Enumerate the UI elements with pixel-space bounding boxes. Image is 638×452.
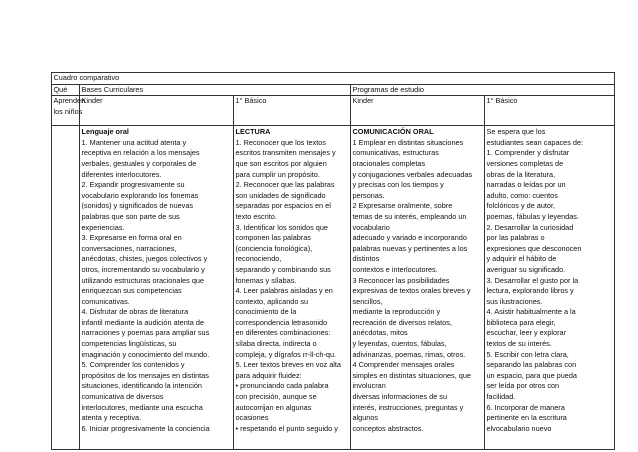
content-line: comunicativas.: [81, 296, 130, 306]
content-line: otros, incrementando su vocabulario y: [81, 264, 205, 274]
content-line: autocorrijan en algunas: [235, 402, 312, 412]
content-line: atenta y receptiva.: [81, 413, 142, 423]
content-line: involucran: [352, 381, 386, 391]
content-line: enriquezcan sus competencias: [81, 286, 182, 296]
content-line: 2 Expresarse oralmente, sobre: [352, 201, 453, 211]
content-line: personas.: [352, 190, 385, 200]
content-line: compleja, y dígrafos rr-ll-ch-qu.: [235, 349, 337, 359]
content-line: • pronunciando cada palabra: [235, 381, 329, 391]
content-line: versiones completas de: [486, 158, 564, 168]
comparison-table: [51, 72, 615, 450]
row-label-que: Qué: [52, 84, 80, 96]
content-line: vocabulario: [352, 222, 390, 232]
content-line: • respetando el punto seguido y: [235, 423, 338, 433]
content-line: con precisión, aunque se: [235, 392, 317, 402]
content-line: son unidades de significado: [235, 190, 326, 200]
content-line: anécdotas, chistes, juegos colectivos y: [81, 254, 208, 264]
content-line: competencias lingüísticas, su: [81, 339, 177, 349]
content-line: narradas o leídas por un: [486, 180, 566, 190]
content-line: simples en distintas situaciones, que: [352, 370, 471, 380]
content-line: pertinente en la escritura: [486, 413, 567, 423]
content-line: en diferentes combinaciones:: [235, 328, 331, 338]
content-cell-programas-kinder: [351, 126, 485, 450]
content-line: vocabulario explorando los fonemas: [81, 190, 199, 200]
content-line: utilizando estructuras oracionales que: [81, 275, 204, 285]
content-line: estudiantes sean capaces de:: [486, 137, 584, 147]
content-line: receptiva en relación a los mensajes: [81, 148, 200, 158]
content-line: recreación de diversos relatos,: [352, 317, 452, 327]
content-line: fonemas y sílabas.: [235, 275, 297, 285]
content-line: correspondencia letrasonido: [235, 317, 328, 327]
content-line: y conjugaciones verbales adecuadas: [352, 169, 473, 179]
content-line: situaciones, identificando la intención: [81, 381, 202, 391]
content-line: lectura, explorando libros y: [486, 286, 574, 296]
content-line: Se espera que los: [486, 127, 546, 137]
content-line: contextos e interlocutores.: [352, 264, 438, 274]
content-line: para cumplir un propósito.: [235, 169, 320, 179]
content-line: diferentes interlocutores.: [81, 169, 162, 179]
content-line: 3 Reconocer las posibilidades: [352, 275, 450, 285]
content-line: palabras que son parte de sus: [81, 211, 180, 221]
content-line: infantil mediante la audición atenta de: [81, 317, 205, 327]
content-line: averiguar su significado.: [486, 264, 566, 274]
content-line: 3. Desarrollar el gusto por la: [486, 275, 579, 285]
content-line: (sonidos) y significados de nuevas: [81, 201, 194, 211]
header-bases-curriculares: Bases Curriculares: [80, 84, 351, 96]
content-line: y precisas con los tiempos y: [352, 180, 444, 190]
level-header-basico-programas: 1° Básico: [485, 96, 615, 126]
content-line: 4. Disfrutar de obras de literatura: [81, 307, 189, 317]
content-line: poemas, fábulas y leyendas.: [486, 211, 579, 221]
content-line: 2. Reconocer que las palabras: [235, 180, 335, 190]
content-line: elvocabulario nuevo: [486, 423, 552, 433]
content-line: oracionales completas: [352, 158, 426, 168]
caption-row: [52, 73, 615, 85]
content-line: 5. Escribir con letra clara,: [486, 349, 569, 359]
level-header-kinder-programas: Kinder: [351, 96, 485, 126]
row-label-aprenden: [52, 96, 86, 126]
content-line: expresiones que desconocen: [486, 243, 582, 253]
content-line: experiencias.: [81, 222, 125, 232]
content-line: que son escritos por alguien: [235, 158, 327, 168]
content-cell-bases-basico: [234, 126, 351, 450]
row-label-line: los niños: [53, 106, 83, 116]
content-cell-bases-kinder: [80, 126, 234, 450]
content-line: imaginación y conocimiento del mundo.: [81, 349, 210, 359]
content-line: 1. Mantener una actitud atenta y: [81, 137, 187, 147]
content-line: mediante la reproducción y: [352, 307, 441, 317]
content-line: adivinanzas, poemas, rimas, otros.: [352, 349, 466, 359]
empty-row-label-cell: [52, 126, 80, 450]
content-line: 4 Comprender mensajes orales: [352, 360, 455, 370]
content-line: ser leída por otros con: [486, 381, 560, 391]
content-line: separadas por espacios en el: [235, 201, 331, 211]
content-cell-programas-basico: [485, 126, 615, 450]
content-line: 4. Asistir habitualmente a la: [486, 307, 576, 317]
content-line: anécdotas, mitos: [352, 328, 408, 338]
content-line: adecuado y variado e incorporando: [352, 233, 467, 243]
content-line: expresivas de textos orales breves y: [352, 286, 471, 296]
level-header-kinder-bases: Kinder: [80, 96, 234, 126]
content-line: texto escrito.: [235, 211, 277, 221]
section-heading: Lenguaje oral: [81, 127, 129, 137]
content-line: contexto, aplicando su: [235, 296, 309, 306]
row-label-line: Aprenden: [53, 96, 86, 106]
section-heading: COMUNICACIÓN ORAL: [352, 127, 434, 137]
content-line: para adquirir fluidez:: [235, 370, 302, 380]
content-line: separando y combinando sus: [235, 264, 331, 274]
content-line: narraciones y poemas para ampliar sus: [81, 328, 210, 338]
content-line: sencillos,: [352, 296, 383, 306]
content-line: facilidad.: [486, 392, 516, 402]
content-line: escritos transmiten mensajes y: [235, 148, 336, 158]
header-programas-de-estudio: Programas de estudio: [351, 84, 615, 96]
content-line: ocasiones: [235, 413, 269, 423]
content-line: 6. Iniciar progresivamente la conciencia: [81, 423, 210, 433]
content-line: escuchar, leer y explorar: [486, 328, 566, 338]
content-line: sílaba directa, indirecta o: [235, 339, 317, 349]
level-header-row: [52, 96, 615, 126]
content-line: conversaciones, narraciones,: [81, 243, 177, 253]
content-line: 3. Expresarse en forma oral en: [81, 233, 182, 243]
content-line: textos de su interés.: [486, 339, 552, 349]
section-heading: LECTURA: [235, 127, 271, 137]
content-line: propósitos de los mensajes en distintas: [81, 370, 209, 380]
content-line: 1 Emplear en distintas situaciones: [352, 137, 464, 147]
content-line: algunos: [352, 413, 379, 423]
content-line: 2. Desarrollar la curiosidad: [486, 222, 574, 232]
content-line: 6. Incorporar de manera: [486, 402, 565, 412]
content-row: [52, 126, 615, 450]
content-line: 1. Comprender y disfrutar: [486, 148, 570, 158]
group-header-row: [52, 84, 615, 96]
content-line: verbales, gestuales y corporales de: [81, 158, 197, 168]
content-line: separando las palabras con: [486, 360, 577, 370]
content-line: 3. Identificar los sonidos que: [235, 222, 328, 232]
content-line: comunicativa de diversos: [81, 392, 164, 402]
content-line: conocimiento de la: [235, 307, 297, 317]
content-line: y adquirir el hábito de: [486, 254, 557, 264]
content-line: interlocutores, mediante una escucha: [81, 402, 203, 412]
content-line: conceptos abstractos.: [352, 423, 424, 433]
content-line: palabras nuevas y pertinentes a los: [352, 243, 468, 253]
content-line: 5. Comprender los contenidos y: [81, 360, 185, 370]
content-line: 2. Expandir progresivamente su: [81, 180, 185, 190]
content-line: adulto, como: cuentos: [486, 190, 558, 200]
content-line: y leyendas, cuentos, fábulas,: [352, 339, 447, 349]
content-line: biblioteca para elegir,: [486, 317, 556, 327]
content-line: interés, instrucciones, preguntas y: [352, 402, 464, 412]
table-caption: Cuadro comparativo: [52, 73, 615, 85]
content-line: temas de su interés, empleando un: [352, 211, 467, 221]
content-line: folclóricos y de autor,: [486, 201, 556, 211]
level-header-basico-bases: 1° Básico: [234, 96, 351, 126]
content-line: 4. Leer palabras aisladas y en: [235, 286, 333, 296]
content-line: distintos: [352, 254, 380, 264]
content-line: diversas informaciones de su: [352, 392, 447, 402]
content-line: comunicativas, estructuras: [352, 148, 439, 158]
content-line: por las palabras o: [486, 233, 545, 243]
content-line: componen las palabras: [235, 233, 311, 243]
content-line: (conciencia fonológica),: [235, 243, 313, 253]
content-line: 5. Leer textos breves en voz alta: [235, 360, 341, 370]
content-line: 1. Reconocer que los textos: [235, 137, 326, 147]
content-line: sus ilustraciones.: [486, 296, 543, 306]
content-line: un espacio, para que pueda: [486, 370, 577, 380]
content-line: obras de la literatura,: [486, 169, 556, 179]
content-line: reconociendo,: [235, 254, 282, 264]
